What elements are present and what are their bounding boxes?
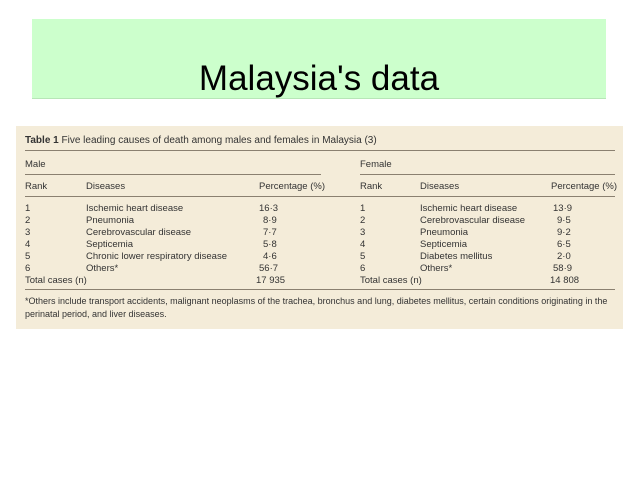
female-total: 14 808 [550,275,580,286]
header-rank-male: Rank [25,181,48,192]
header-disease-male: Diseases [86,181,126,192]
male-pct-1: 16·3 [259,203,279,214]
slide-title: Malaysia's data [198,59,440,98]
male-pct-6: 56·7 [259,263,279,274]
female-rank-4: 4 [360,239,366,250]
female-rank-5: 5 [360,251,366,262]
female-pct-5: 2·0 [557,251,571,262]
female-rank-2: 2 [360,215,366,226]
male-rank-6: 6 [25,263,31,274]
footnote-line-1: *Others include transport accidents, malignant neoplasms of the trachea, bronchus and lung, diabetes mellitus, certain conditions originating in the [25,296,608,306]
slide-title-box [32,19,606,99]
female-disease-3: Pneumonia [420,227,469,238]
female-pct-1: 13·9 [553,203,573,214]
male-pct-3: 7·7 [263,227,277,238]
header-pct-male: Percentage (%) [259,181,326,192]
header-rank-female: Rank [360,181,383,192]
female-disease-1: Ischemic heart disease [420,203,518,214]
female-pct-2: 9·5 [557,215,571,226]
header-disease-female: Diseases [420,181,460,192]
female-disease-5: Diabetes mellitus [420,251,493,262]
female-total-label: Total cases (n) [360,275,422,286]
rule-male-group [25,174,321,175]
female-disease-6: Others* [420,263,453,274]
male-total-label: Total cases (n) [25,275,87,286]
male-rank-5: 5 [25,251,31,262]
male-rank-4: 4 [25,239,31,250]
male-total: 17 935 [256,275,286,286]
table-label: Table 1 [25,135,59,146]
female-rank-1: 1 [360,203,366,214]
mortality-table [16,126,623,329]
female-disease-4: Septicemia [420,239,467,250]
rule-header [25,196,615,197]
footnote-line-2: perinatal period, and liver diseases. [25,309,167,319]
male-pct-5: 4·6 [263,251,277,262]
female-rank-6: 6 [360,263,366,274]
female-rank-3: 3 [360,227,366,238]
male-disease-4: Septicemia [86,239,133,250]
female-pct-6: 58·9 [553,263,573,274]
rule-female-group [360,174,615,175]
table-caption-text: Five leading causes of death among males and females in Malaysia (3) [61,135,377,146]
rule-top [25,150,615,151]
male-disease-3: Cerebrovascular disease [86,227,192,238]
male-disease-1: Ischemic heart disease [86,203,184,214]
header-pct-female: Percentage (%) [551,181,618,192]
male-rank-1: 1 [25,203,31,214]
female-pct-3: 9·2 [557,227,571,238]
male-rank-3: 3 [25,227,31,238]
group-female: Female [360,159,392,170]
female-disease-2: Cerebrovascular disease [420,215,526,226]
group-male: Male [25,159,46,170]
male-rank-2: 2 [25,215,31,226]
male-disease-2: Pneumonia [86,215,135,226]
male-disease-5: Chronic lower respiratory disease [86,251,227,262]
male-pct-4: 5·8 [263,239,277,250]
female-pct-4: 6·5 [557,239,571,250]
table-caption [25,135,377,146]
male-disease-6: Others* [86,263,119,274]
male-pct-2: 8·9 [263,215,277,226]
rule-bottom [25,289,615,290]
